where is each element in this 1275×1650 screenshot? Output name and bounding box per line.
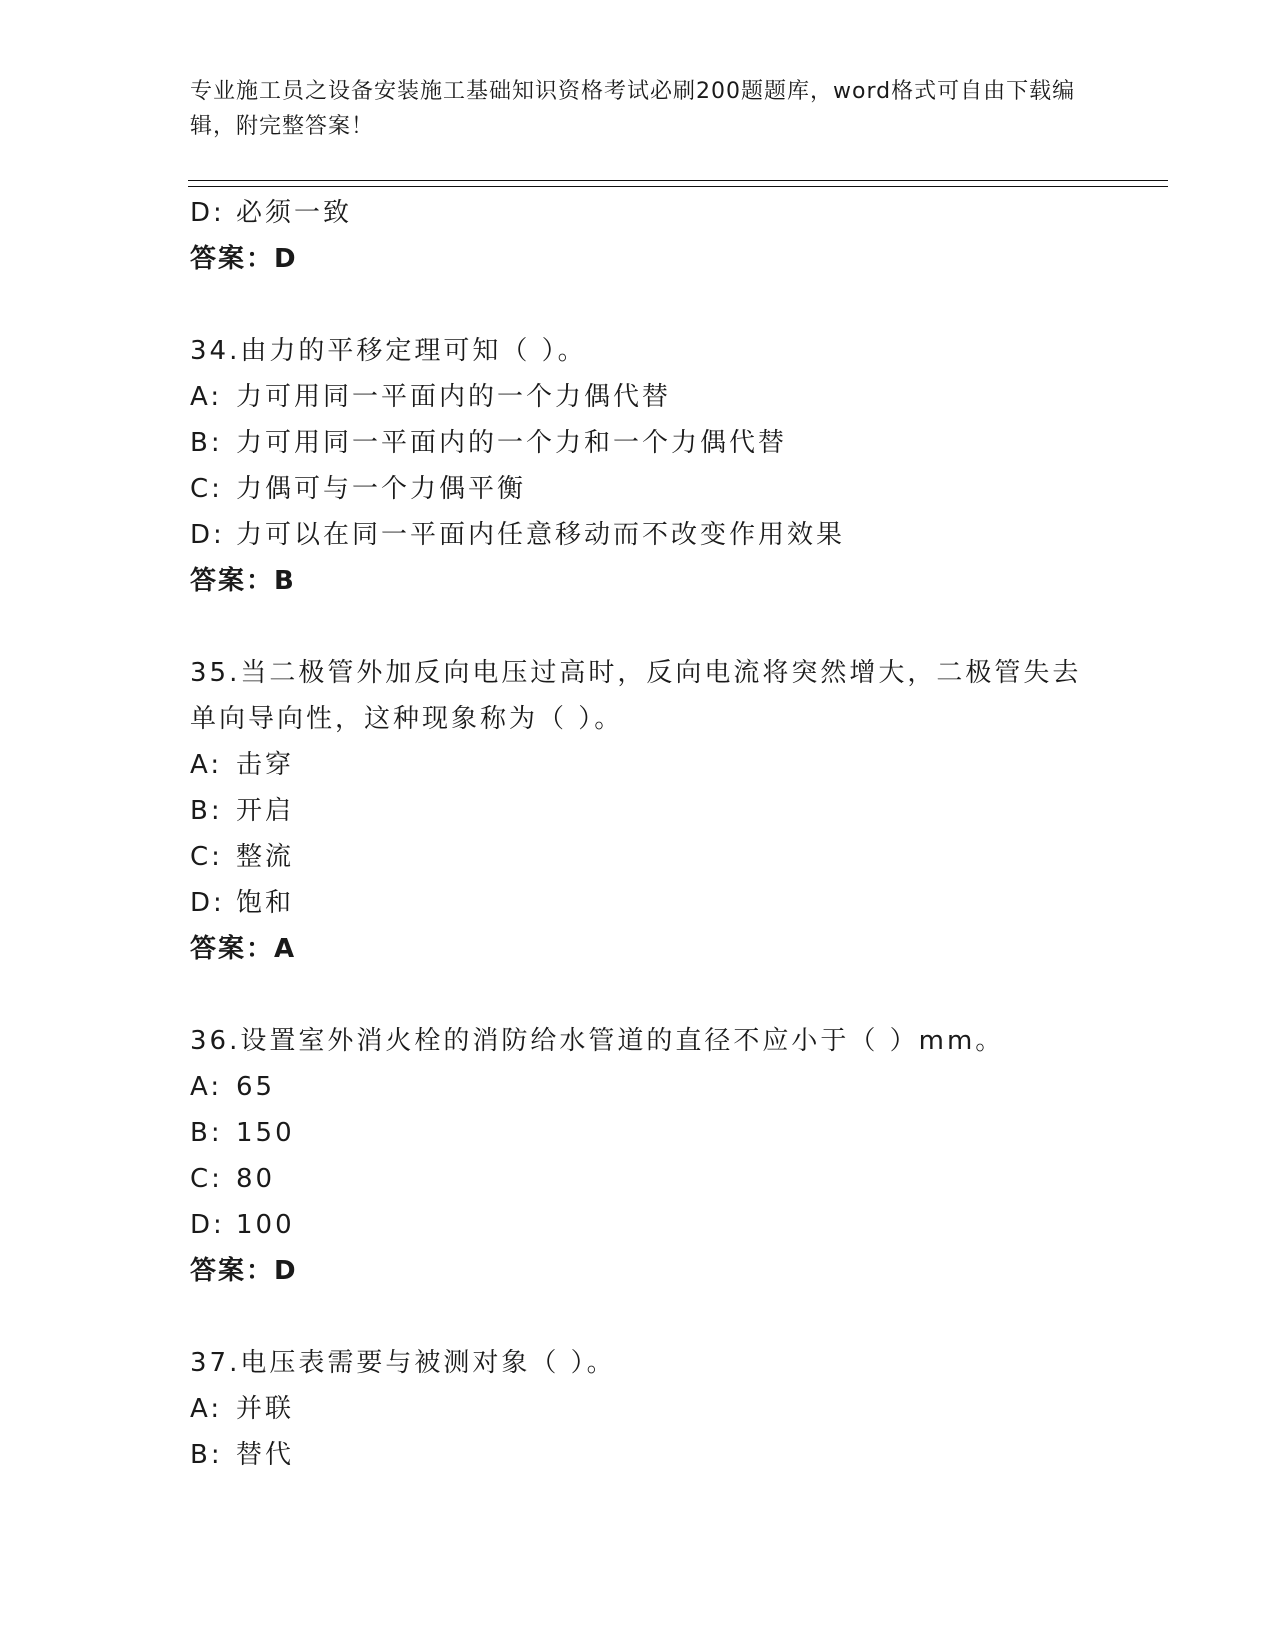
option-b: B: 力可用同一平面内的一个力和一个力偶代替 xyxy=(190,428,788,458)
option-b: B: 替代 xyxy=(190,1440,295,1470)
question-36 xyxy=(190,1018,1090,1294)
question-34 xyxy=(190,328,1090,604)
option-c: C: 力偶可与一个力偶平衡 xyxy=(190,474,527,504)
prev-question xyxy=(190,190,1090,282)
option-d: D: 100 xyxy=(190,1210,295,1240)
question-stem: 34.由力的平移定理可知（ ）。 xyxy=(190,336,587,366)
option-c: C: 整流 xyxy=(190,842,295,872)
document-header xyxy=(190,74,1090,144)
option-a: A: 击穿 xyxy=(190,750,295,780)
option-c: C: 80 xyxy=(190,1164,276,1194)
option-b: B: 150 xyxy=(190,1118,295,1148)
document-body xyxy=(190,190,1090,1478)
option-d: D: 必须一致 xyxy=(190,198,353,228)
document-title: 专业施工员之设备安装施工基础知识资格考试必刷200题题库，word格式可自由下载编辑，附完整答案！ xyxy=(190,79,1076,139)
question-stem-line-1: 35.当二极管外加反向电压过高时，反向电流将突然增大，二极管失去 xyxy=(190,658,1082,688)
option-a: A: 力可用同一平面内的一个力偶代替 xyxy=(190,382,672,412)
option-a: A: 并联 xyxy=(190,1394,295,1424)
question-stem: 37.电压表需要与被测对象（ ）。 xyxy=(190,1348,616,1378)
answer-line: 答案：A xyxy=(190,934,297,964)
answer-line: 答案：D xyxy=(190,1256,298,1286)
answer-line: 答案：B xyxy=(190,566,296,596)
header-divider xyxy=(188,180,1168,187)
option-d: D: 饱和 xyxy=(190,888,295,918)
option-b: B: 开启 xyxy=(190,796,295,826)
question-35 xyxy=(190,650,1090,972)
option-d: D: 力可以在同一平面内任意移动而不改变作用效果 xyxy=(190,520,846,550)
question-stem-line-2: 单向导向性，这种现象称为（ ）。 xyxy=(190,704,624,734)
answer-line: 答案：D xyxy=(190,244,298,274)
option-a: A: 65 xyxy=(190,1072,276,1102)
question-stem: 36.设置室外消火栓的消防给水管道的直径不应小于（ ）mm。 xyxy=(190,1026,1005,1056)
question-37 xyxy=(190,1340,1090,1478)
